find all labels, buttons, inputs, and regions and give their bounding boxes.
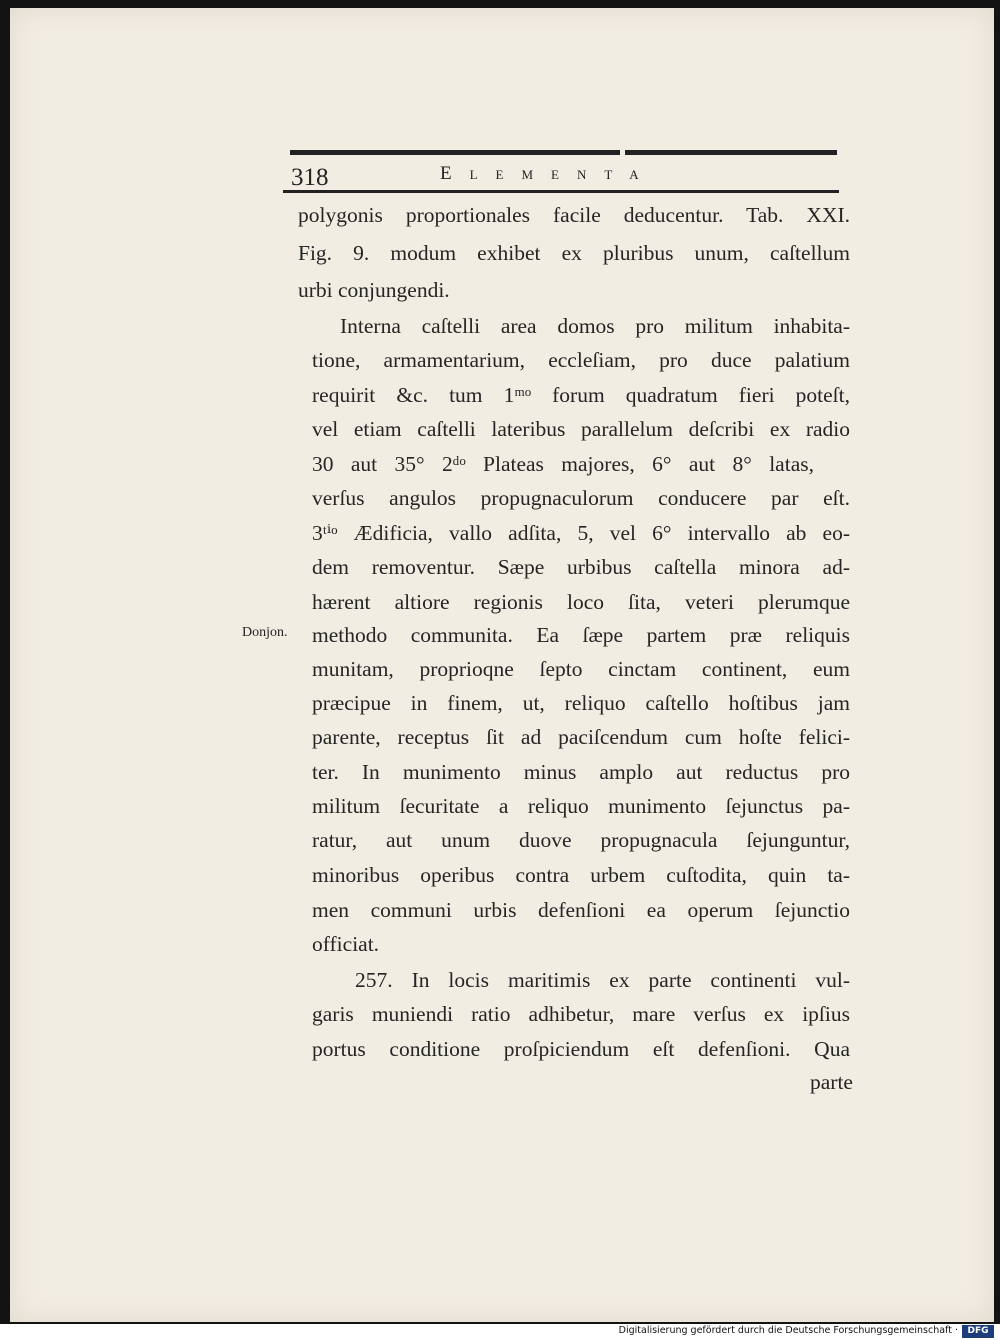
text-line: men communi urbis defenſioni ea operum ſejunctio: [312, 898, 850, 922]
text-line: Interna caſtelli area domos pro militum inhabita-: [340, 314, 850, 338]
text-line: portus conditione proſpiciendum eſt defenſioni. Qua: [312, 1037, 850, 1061]
header-rule-left: [290, 150, 620, 155]
text-line: 30 aut 35° 2ᵈᵒ Plateas majores, 6° aut 8° latas,: [312, 452, 814, 476]
text-line: minoribus operibus contra urbem cuſtodita, quin ta-: [312, 863, 850, 887]
text-line: ratur, aut unum duove propugnacula ſejunguntur,: [312, 828, 850, 852]
text-line: parente, receptus ſit ad paciſcendum cum hoſte felici-: [312, 725, 850, 749]
text-line: 257. In locis maritimis ex parte continenti vul-: [355, 968, 850, 992]
text-line: urbi conjungendi.: [298, 278, 450, 302]
text-line: requirit &c. tum 1ᵐᵒ forum quadratum fieri poteſt,: [312, 383, 850, 407]
text-line: hærent altiore regionis loco ſita, veteri plerumque: [312, 590, 850, 614]
text-line: Fig. 9. modum exhibet ex pluribus unum, caſtellum: [298, 241, 850, 265]
text-line: methodo communita. Ea ſæpe partem præ reliquis: [312, 623, 850, 647]
text-line: tione, armamentarium, eccleſiam, pro duce palatium: [312, 348, 850, 372]
text-line: verſus angulos propugnaculorum conducere par eſt.: [312, 486, 850, 510]
text-line: ter. In munimento minus amplo aut reductus pro: [312, 760, 850, 784]
page-number: 318: [291, 164, 329, 191]
running-title: Elementa: [440, 163, 657, 184]
text-line: munitam, proprioqne ſepto cinctam continent, eum: [312, 657, 850, 681]
text-line: parte: [810, 1070, 853, 1094]
text-line: polygonis proportionales facile deducentur. Tab. XXI.: [298, 203, 850, 227]
header-rule-bottom: [283, 190, 839, 193]
text-line: officiat.: [312, 932, 380, 956]
text-line: militum ſecuritate a reliquo munimento ſejunctus pa-: [312, 794, 850, 818]
text-line: dem removentur. Sæpe urbibus caſtella minora ad-: [312, 555, 850, 579]
text-line: 3ᵗⁱᵒ Ædificia, vallo adſita, 5, vel 6° intervallo ab eo-: [312, 521, 850, 545]
text-line: garis muniendi ratio adhibetur, mare verſus ex ipſius: [312, 1002, 850, 1026]
text-line: vel etiam caſtelli lateribus parallelum deſcribi ex radio: [312, 417, 850, 441]
margin-note: Donjon.: [242, 625, 288, 640]
text-line: præcipue in finem, ut, reliquo caſtello hoſtibus jam: [312, 691, 850, 715]
dfg-logo: DFG: [962, 1325, 994, 1338]
header-rule-right: [625, 150, 837, 155]
footer-credit: Digitalisierung gefördert durch die Deutsche Forschungsgemeinschaft ·: [618, 1325, 958, 1336]
